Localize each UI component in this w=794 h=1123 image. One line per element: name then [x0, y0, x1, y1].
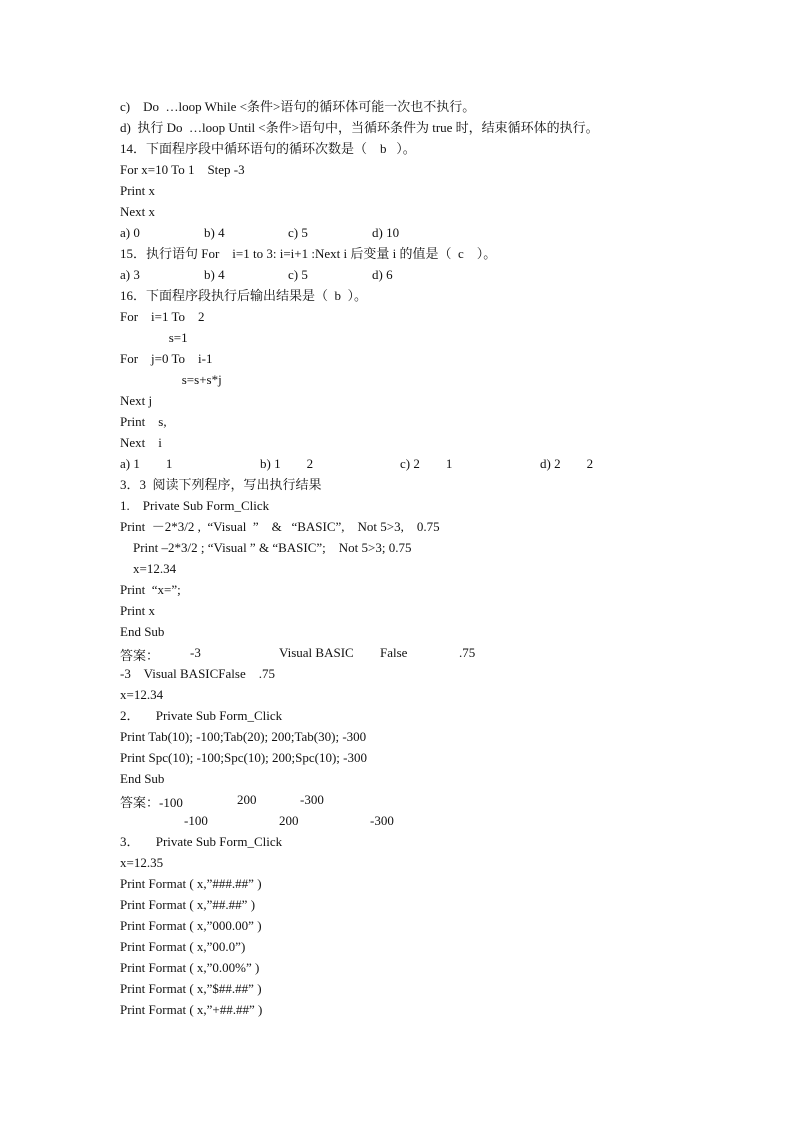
code-line: x=12.34 — [120, 561, 177, 576]
code-line: For i=1 To 2 — [120, 309, 205, 324]
code-line: Print s, — [120, 414, 167, 429]
answer-value: -100 — [184, 813, 208, 828]
code-line: s=s+s*j — [120, 372, 222, 387]
program-2-title: 2． Private Sub Form_Click — [120, 708, 283, 723]
answer-value: -300 — [300, 792, 324, 807]
option-c: c) 5 — [288, 225, 308, 240]
option-d: d) 10 — [372, 225, 400, 240]
code-line: s=1 — [120, 330, 188, 345]
code-line: For x=10 To 1 Step -3 — [120, 162, 245, 177]
code-line: Print –2*3/2 ; “Visual ” & “BASIC”; Not 5>3; 0.75 — [120, 540, 412, 555]
code-line: Print x — [120, 183, 156, 198]
code-line: Print Spc(10); -100;Spc(10); 200;Spc(10); -300 — [120, 750, 367, 765]
code-line: Print Format ( x,”00.0”) — [120, 939, 246, 954]
code-line: Print Format ( x,”$##.##” ) — [120, 981, 262, 996]
answer-value: 200 — [237, 792, 257, 807]
option-d: d) 6 — [372, 267, 393, 282]
answer-line: x=12.34 — [120, 687, 164, 702]
code-line: For j=0 To i-1 — [120, 351, 213, 366]
option-b: b) 4 — [204, 225, 225, 240]
answer-value: -300 — [370, 813, 394, 828]
code-line: Print Tab(10); -100;Tab(20); 200;Tab(30); -300 — [120, 729, 367, 744]
question-15: 15．执行语句 For i=1 to 3: i=i+1 :Next i 后变量 i 的值是（ c ）。 — [120, 246, 497, 261]
code-line: Print Format ( x,”000.00” ) — [120, 918, 262, 933]
question-14: 14．下面程序段中循环语句的循环次数是（ b ）。 — [120, 141, 416, 156]
option-c: c) 5 — [288, 267, 308, 282]
code-line: End Sub — [120, 624, 165, 639]
answer-line: -3 Visual BASICFalse .75 — [120, 666, 275, 681]
answer-label: 答案：-100 — [120, 795, 183, 810]
code-line: Print Format ( x,”##.##” ) — [120, 897, 256, 912]
answer-value: Visual BASIC — [279, 645, 354, 660]
code-line: Print －2*3/2 , “Visual ” & “BASIC”, Not 5>3, 0.75 — [120, 519, 440, 534]
answer-value: False — [380, 645, 408, 660]
program-1-title: 1. Private Sub Form_Click — [120, 498, 270, 513]
code-line: Next j — [120, 393, 153, 408]
code-line: Print Format ( x,”0.00%” ) — [120, 960, 260, 975]
answer-value: -3 — [190, 645, 201, 660]
answer-label: 答案： — [120, 648, 160, 663]
program-3-title: 3． Private Sub Form_Click — [120, 834, 283, 849]
answer-value: 200 — [279, 813, 299, 828]
code-line: Print Format ( x,”###.##” ) — [120, 876, 262, 891]
code-line: Next i — [120, 435, 162, 450]
code-line: End Sub — [120, 771, 165, 786]
option-c: c) 2 1 — [400, 456, 453, 471]
option-a: a) 1 1 — [120, 456, 173, 471]
answer-value: .75 — [459, 645, 476, 660]
option-d-line: d) 执行 Do …loop Until <条件>语句中，当循环条件为 true 时，结束循环体的执行。 — [120, 120, 599, 135]
code-line: Next x — [120, 204, 156, 219]
code-line: x=12.35 — [120, 855, 164, 870]
option-a: a) 3 — [120, 267, 140, 282]
option-c-line: c) Do …loop While <条件>语句的循环体可能一次也不执行。 — [120, 99, 476, 114]
code-line: Print “x=”; — [120, 582, 181, 597]
section-heading: 3．3 阅读下列程序，写出执行结果 — [120, 477, 322, 492]
option-b: b) 4 — [204, 267, 225, 282]
option-a: a) 0 — [120, 225, 140, 240]
option-d: d) 2 2 — [540, 456, 594, 471]
code-line: Print x — [120, 603, 156, 618]
option-b: b) 1 2 — [260, 456, 314, 471]
code-line: Print Format ( x,”+##.##” ) — [120, 1002, 263, 1017]
question-16: 16．下面程序段执行后输出结果是（ b ）。 — [120, 288, 368, 303]
